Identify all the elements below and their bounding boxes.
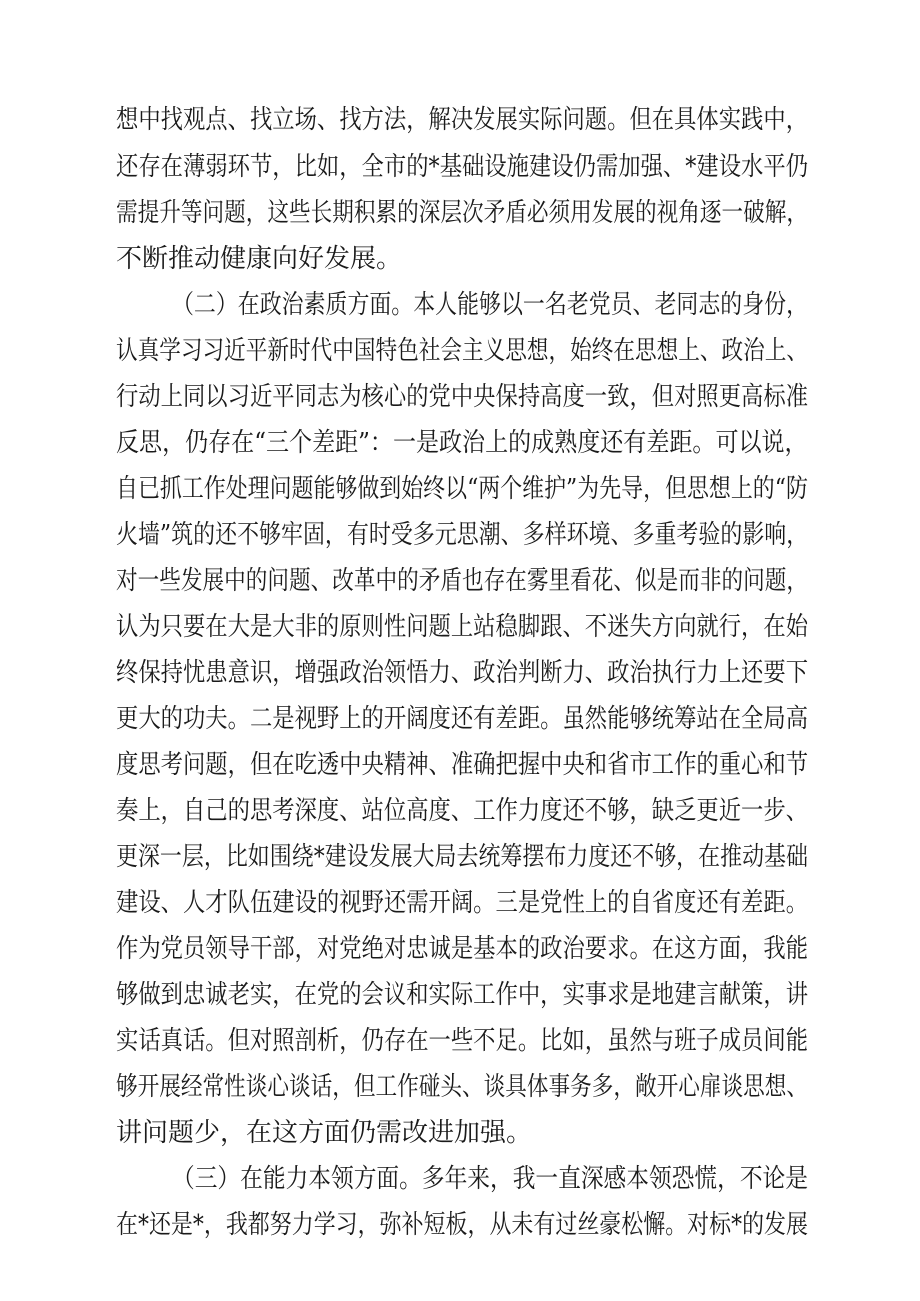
paragraph-line: 够做到忠诚老实，在党的会议和实际工作中，实事求是地建言献策，讲 bbox=[116, 980, 809, 1010]
paragraph-line: 认为只要在大是大非的原则性问题上站稳脚跟、不迷失方向就行，在始 bbox=[116, 612, 809, 642]
paragraph-line: 讲问题少，在这方面仍需改进加强。 bbox=[116, 1118, 533, 1148]
paragraph-line: 度思考问题，但在吃透中央精神、准确把握中央和省市工作的重心和节 bbox=[116, 750, 809, 780]
paragraph-line: 对一些发展中的问题、改革中的矛盾也存在雾里看花、似是而非的问题， bbox=[116, 566, 808, 596]
paragraph-line: 自已抓工作处理问题能够做到始终以“两个维护”为先导，但思想上的“防 bbox=[116, 474, 808, 504]
section-heading-line: （二）在政治素质方面。本人能够以一名老党员、老同志的身份， bbox=[172, 290, 809, 320]
paragraph-line: 需提升等问题，这些长期积累的深层次矛盾必须用发展的视角逐一破解， bbox=[116, 198, 808, 228]
paragraph-line: 不断推动健康向好发展。 bbox=[116, 244, 403, 274]
paragraph-line: 作为党员领导干部，对党绝对忠诚是基本的政治要求。在这方面，我能 bbox=[116, 934, 809, 964]
paragraph-line: 在*还是*，我都努力学习，弥补短板，从未有过丝豪松懈。对标*的发展 bbox=[116, 1210, 808, 1240]
paragraph-line: 行动上同以习近平同志为核心的党中央保持高度一致，但对照更高标准 bbox=[116, 382, 809, 412]
paragraph-line: 认真学习习近平新时代中国特色社会主义思想，始终在思想上、政治上、 bbox=[116, 336, 808, 366]
paragraph-line: 够开展经常性谈心谈话，但工作碰头、谈具体事务多，敞开心扉谈思想、 bbox=[116, 1072, 808, 1102]
paragraph-line: 想中找观点、找立场、找方法，解决发展实际问题。但在具体实践中， bbox=[116, 105, 809, 135]
section-heading-line: （三）在能力本领方面。多年来，我一直深感本领恐慌，不论是 bbox=[172, 1164, 808, 1194]
paragraph-line: 火墙”筑的还不够牢固，有时受多元思潮、多样环境、多重考验的影响， bbox=[116, 520, 809, 550]
paragraph-line: 实话真话。但对照剖析，仍存在一些不足。比如，虽然与班子成员间能 bbox=[116, 1026, 809, 1056]
paragraph-line: 奏上，自己的思考深度、站位高度、工作力度还不够，缺乏更近一步、 bbox=[116, 796, 809, 826]
paragraph-line: 终保持忧患意识，增强政治领悟力、政治判断力、政治执行力上还要下 bbox=[116, 658, 809, 688]
paragraph-line: 还存在薄弱环节，比如，全市的*基础设施建设仍需加强、*建设水平仍 bbox=[116, 152, 809, 182]
paragraph-line: 更大的功夫。二是视野上的开阔度还有差距。虽然能够统筹站在全局高 bbox=[116, 704, 809, 734]
paragraph-line: 建设、人才队伍建设的视野还需开阔。三是党性上的自省度还有差距。 bbox=[116, 888, 809, 918]
paragraph-line: 反思，仍存在“三个差距”：一是政治上的成熟度还有差距。可以说， bbox=[116, 428, 808, 458]
paragraph-line: 更深一层，比如围绕*建设发展大局去统筹摆布力度还不够，在推动基础 bbox=[116, 842, 808, 872]
